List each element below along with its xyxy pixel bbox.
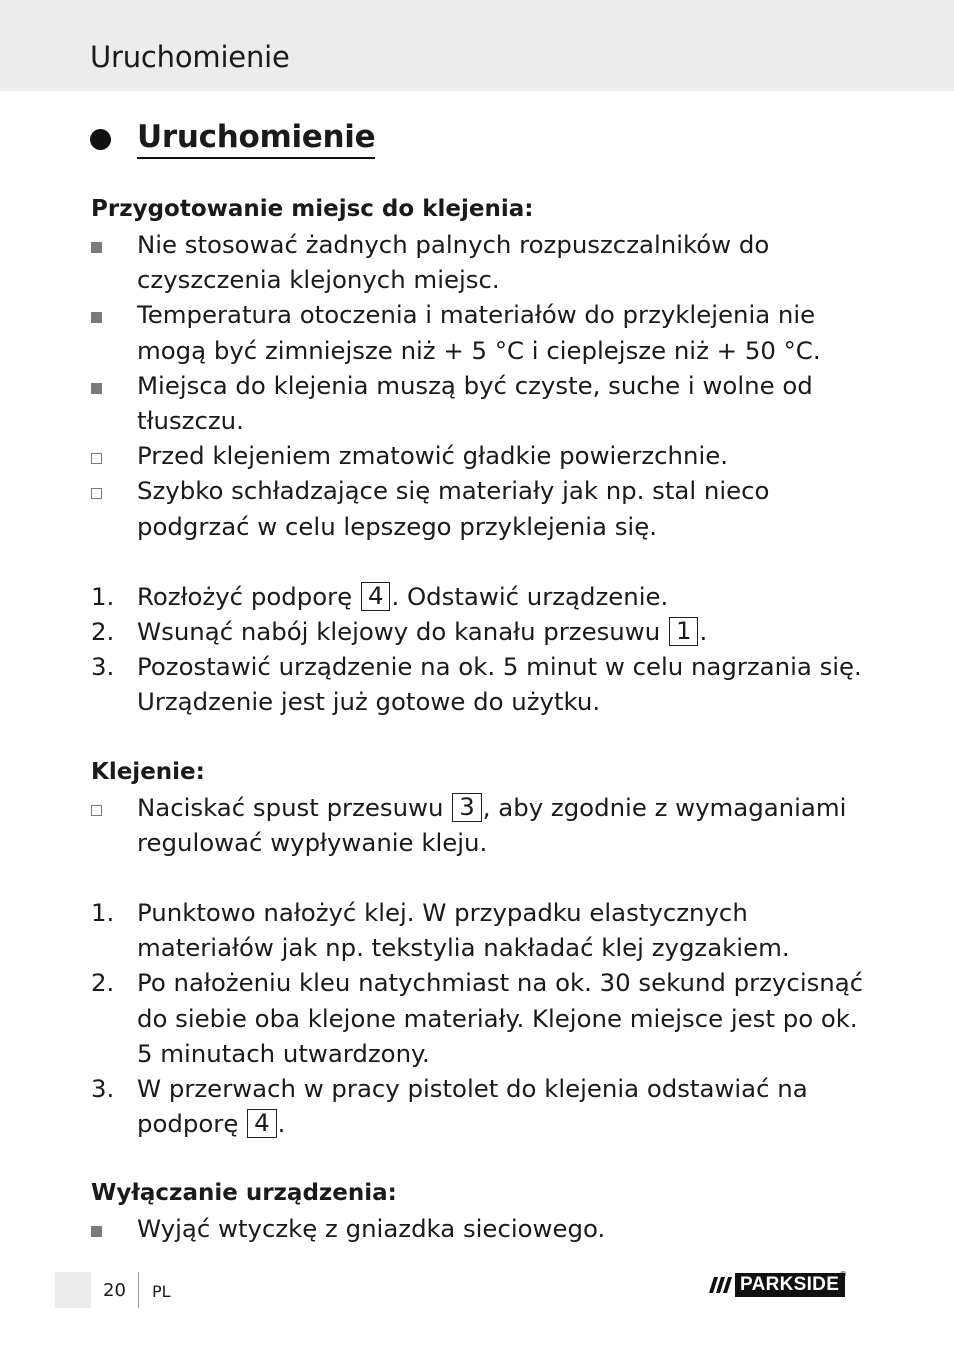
list-item: Szybko schładzające się materiały jak np. stal nieco podgrzać w celu lepszego przyklejenia się. bbox=[91, 473, 866, 543]
list-item: Temperatura otoczenia i materiałów do przyklejenia nie mogą być zimniejsze niż + 5 °C i cieplejsze niż + 50 °C. bbox=[91, 297, 866, 367]
filled-square-icon bbox=[91, 1226, 102, 1237]
part-reference: 4 bbox=[361, 582, 391, 611]
content bbox=[91, 192, 866, 1247]
empty-square-icon bbox=[91, 488, 102, 499]
step-number: 3. bbox=[91, 652, 115, 682]
step-number: 1. bbox=[91, 898, 115, 928]
filled-square-icon bbox=[91, 383, 102, 394]
footer-tab bbox=[55, 1272, 91, 1308]
registered-mark: ® bbox=[839, 1270, 848, 1279]
brand-wordmark: PARKSIDE bbox=[735, 1273, 845, 1297]
slashes-icon bbox=[705, 1273, 735, 1297]
step-number: 2. bbox=[91, 968, 115, 998]
step-item: 3. W przerwach w pracy pistolet do klejenia odstawiać na podporę 4 . bbox=[91, 1071, 866, 1141]
list-item: Wyjąć wtyczkę z gniazdka sieciowego. bbox=[91, 1211, 866, 1246]
list-item: Naciskać spust przesuwu 3 , aby zgodnie z wymaganiami regulować wypływanie kleju. bbox=[91, 790, 866, 860]
step-item: 2. Po nałożeniu kleu natychmiast na ok. 30 sekund przycisnąć do siebie oba klejone materiały. Klejone miejsce jest po ok. 5 minutach utwardzony. bbox=[91, 965, 866, 1071]
list-item: Miejsca do klejenia muszą być czyste, suche i wolne od tłuszczu. bbox=[91, 368, 866, 438]
shutdown-heading: Wyłączanie urządzenia: bbox=[91, 1180, 397, 1207]
page-number: 20 bbox=[103, 1280, 126, 1301]
filled-square-icon bbox=[91, 242, 102, 253]
footer-divider bbox=[138, 1272, 139, 1308]
step-number: 3. bbox=[91, 1074, 115, 1104]
language-code: PL bbox=[152, 1282, 171, 1301]
part-reference: 4 bbox=[247, 1109, 277, 1138]
part-reference: 1 bbox=[669, 617, 699, 646]
filled-square-icon bbox=[91, 312, 102, 323]
step-number: 1. bbox=[91, 581, 115, 611]
list-item: Przed klejeniem zmatowić gładkie powierzchnie. bbox=[91, 438, 866, 473]
empty-square-icon bbox=[91, 805, 102, 816]
step-item: 2. Wsunąć nabój klejowy do kanału przesuwu 1 . bbox=[91, 614, 866, 649]
empty-square-icon bbox=[91, 453, 102, 464]
running-header-title: Uruchomienie bbox=[90, 40, 290, 74]
list-item: Nie stosować żadnych palnych rozpuszczalników do czyszczenia klejonych miejsc. bbox=[91, 227, 866, 297]
brand-logo bbox=[705, 1270, 848, 1297]
step-item: 1. Rozłożyć podporę 4 . Odstawić urządzenie. bbox=[91, 579, 866, 614]
step-number: 2. bbox=[91, 617, 115, 647]
prep-heading: Przygotowanie miejsc do klejenia: bbox=[91, 196, 534, 222]
gluing-heading: Klejenie: bbox=[91, 758, 205, 785]
step-item: 3. Pozostawić urządzenie na ok. 5 minut w celu nagrzania się. Urządzenie jest już gotowe do użytku. bbox=[91, 649, 866, 719]
filled-circle-icon bbox=[90, 129, 111, 150]
part-reference: 3 bbox=[452, 793, 482, 822]
step-item: 1. Punktowo nałożyć klej. W przypadku elastycznych materiałów jak np. tekstylia nakładać klej zygzakiem. bbox=[91, 895, 866, 965]
section-heading bbox=[90, 116, 375, 162]
section-title: Uruchomienie bbox=[137, 119, 375, 159]
